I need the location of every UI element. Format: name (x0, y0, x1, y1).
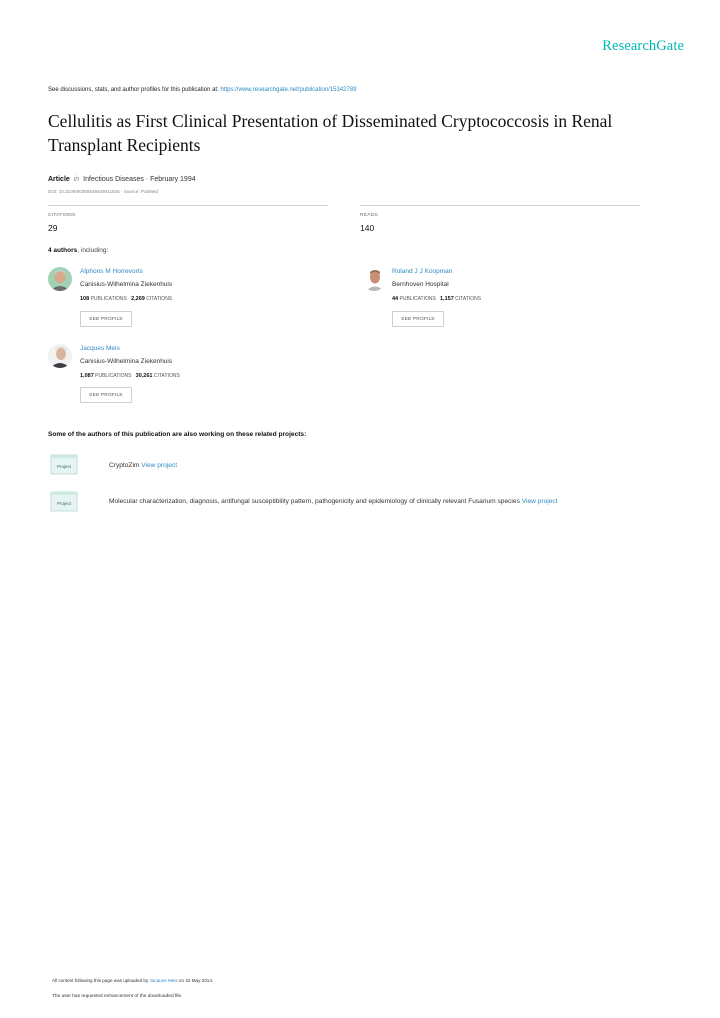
see-profile-button[interactable]: SEE PROFILE (80, 387, 132, 403)
publications-label: PUBLICATIONS (90, 296, 127, 302)
citations-label: CITATIONS (146, 296, 173, 302)
citations-value: 29 (48, 223, 58, 233)
citations-label: CITATIONS (153, 373, 180, 379)
enhancement-note: The user has requested enhancement of the downloaded file. (52, 994, 183, 999)
authors-including: , including: (77, 247, 109, 254)
publication-url-link[interactable]: https://www.researchgate.net/publication/15342789 (220, 87, 357, 93)
journal-date: Infectious Diseases · February 1994 (83, 176, 196, 183)
publication-type: Article (48, 176, 70, 183)
project-folder-icon[interactable] (50, 453, 78, 475)
upload-prefix: All content following this page was uploaded by (52, 978, 150, 983)
project-item (109, 498, 558, 505)
author-citations-count: 1,157 (440, 296, 454, 302)
reads-divider (360, 205, 640, 206)
author-publications-count: 108 (80, 296, 90, 302)
doi-line: DOI: 10.3109/00365549409011825 · Source: PubMed (48, 189, 158, 194)
author-name-link[interactable]: Alphons M Horrevorts (80, 268, 143, 275)
related-projects-heading: Some of the authors of this publication are also working on these related projects: (48, 431, 307, 438)
see-profile-button[interactable]: SEE PROFILE (80, 311, 132, 327)
discussion-line (48, 87, 357, 93)
authors-header (48, 247, 108, 254)
citations-label: CITATIONS (48, 213, 76, 218)
author-stats (392, 296, 481, 302)
in-word: in (73, 176, 80, 183)
publication-meta (48, 176, 196, 183)
author-institution: Canisius-Wilhelmina Ziekenhuis (80, 281, 173, 288)
discussion-prefix: See discussions, stats, and author profiles for this publication at: (48, 87, 221, 93)
publication-title: Cellulitis as First Clinical Presentation of Disseminated Cryptococcosis in Renal Transplant Recipients (48, 111, 613, 155)
author-citations-count: 30,261 (135, 373, 153, 379)
author-publications-count: 44 (392, 296, 399, 302)
researchgate-logo[interactable]: ResearchGate (602, 38, 684, 54)
author-stats (80, 296, 172, 302)
author-publications-count: 1,087 (80, 373, 94, 379)
upload-note (52, 978, 213, 983)
author-avatar[interactable] (362, 267, 386, 291)
reads-label: READS (360, 213, 379, 218)
view-project-link[interactable]: View project (521, 498, 558, 505)
project-icon-label: Project (56, 501, 72, 506)
authors-count: 4 authors (48, 247, 78, 254)
citations-divider (48, 205, 328, 206)
uploader-link[interactable]: Jacques Meis (149, 978, 178, 983)
see-profile-button[interactable]: SEE PROFILE (392, 311, 444, 327)
publications-label: PUBLICATIONS (95, 373, 132, 379)
reads-value: 140 (360, 223, 375, 233)
citations-label: CITATIONS (455, 296, 482, 302)
project-title: CryptoZim (109, 462, 142, 469)
author-stats (80, 373, 180, 379)
author-citations-count: 2,269 (131, 296, 145, 302)
project-item (109, 462, 177, 469)
author-avatar[interactable] (48, 344, 72, 368)
author-name-link[interactable]: Roland J J Koopman (392, 268, 453, 275)
project-icon-label: Project (56, 464, 72, 469)
publications-label: PUBLICATIONS (399, 296, 436, 302)
project-title: Molecular characterization, diagnosis, antifungal susceptibility pattern, pathogenicity and epidemiology of clinically relevant Fusarium species (109, 498, 522, 505)
author-institution: Canisius-Wilhelmina Ziekenhuis (80, 358, 173, 365)
view-project-link[interactable]: View project (141, 462, 178, 469)
author-name-link[interactable]: Jacques Meis (80, 345, 120, 352)
author-avatar[interactable] (48, 267, 72, 291)
author-institution: Bernhoven Hospital (392, 281, 449, 288)
upload-date: on 22 May 2014. (177, 978, 214, 983)
project-folder-icon[interactable] (50, 490, 78, 512)
